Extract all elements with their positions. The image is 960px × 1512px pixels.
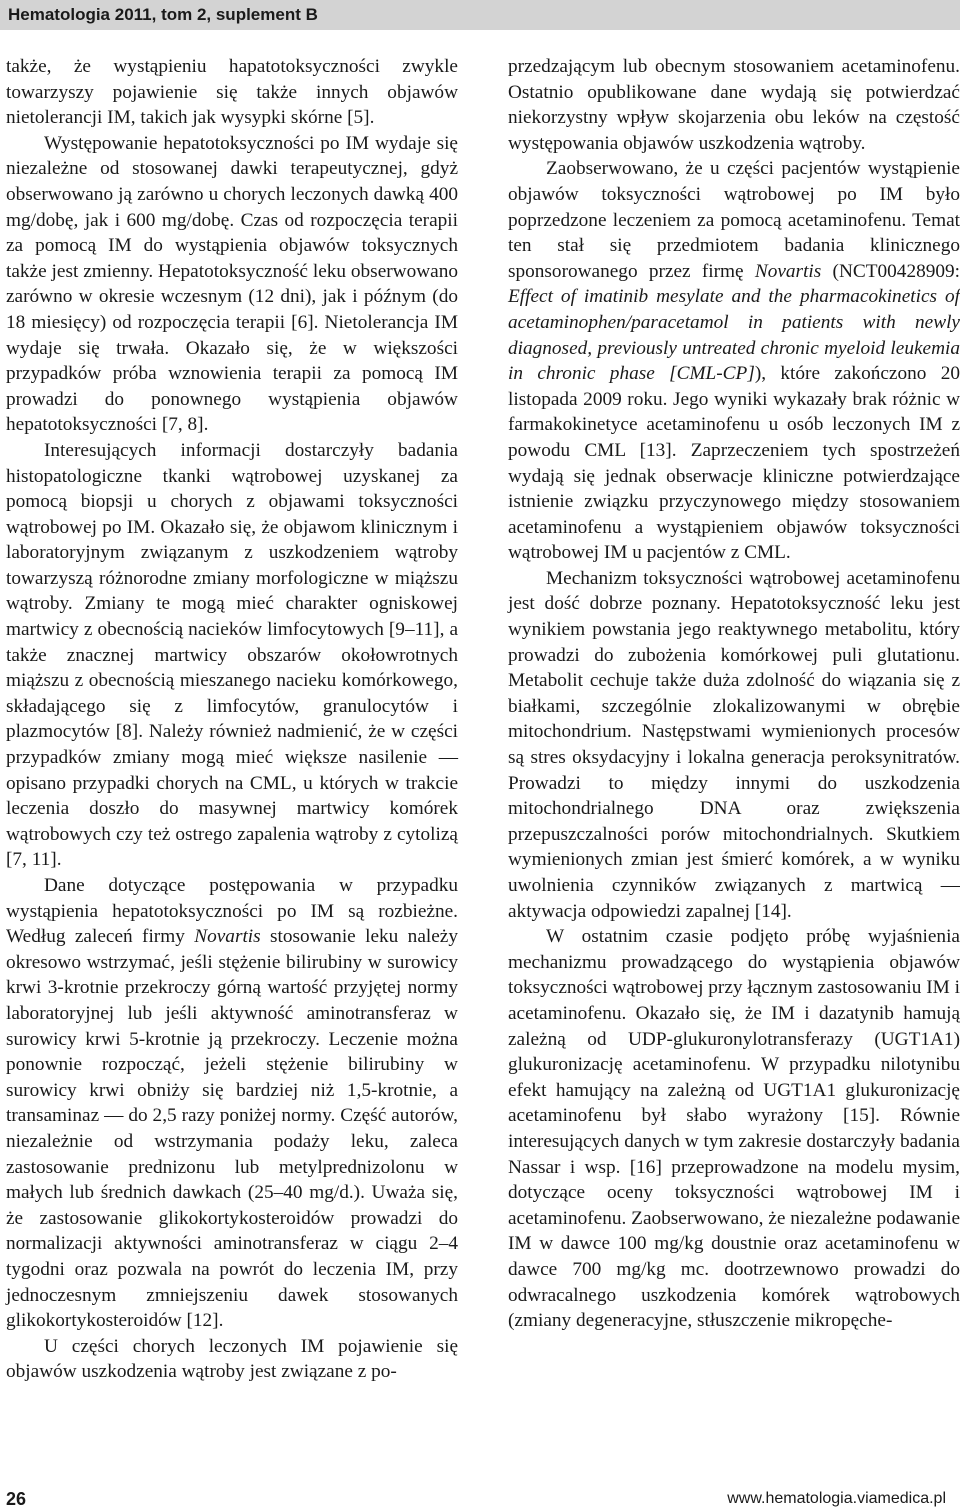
left-column [6, 54, 458, 1385]
paragraph: Mechanizm toksyczności wątrobowej acetaminofenu jest dość dobrze poznany. Hepatotoksyczność leku jest wynikiem powstania jego reaktywnego metabolitu, który prowadzi do zubożenia komórkowej puli glutationu. Metabolit cechuje także duża zdolność do wiązania się z białkami, szczególnie zlokalizowanymi w obrębie mitochondrium. Następstwami wymienionych procesów są stres oksydacyjny i lokalna generacja peroksynitratów. Prowadzi to między innymi do uszkodzenia mitochondrialnego DNA oraz zwiększenia przepuszczalności porów mitochondrialnych. Skutkiem wymienionych zmian jest śmierć komórek, a w wyniku uwolnienia czynników związanych z martwicą — aktywacja odpowiedzi zapalnej [14]. [508, 567, 960, 922]
company-name: Novartis [194, 926, 261, 948]
paragraph: Interesujących informacji dostarczyły badania histopatologiczne tkanki wątrobowej uzyskanej za pomocą biopsji u chorych z objawami toksyczności wątrobowej po IM. Okazało się, że objawom klinicznym i laboratoryjnym związanym z uszkodzeniem wątroby towarzyszą różnorodne zmiany morfologiczne w miąższu wątroby. Zmiany te mogą mieć charakter ogniskowej martwicy z obecnością nacieków limfocytowych [9–11], a także znacznej martwicy obszarów okołowrotnych miąższu z obecnością mieszanego nacieku komórkowego, składającego się z limfocytów, granulocytów i plazmocytów [8]. Należy również nadmienić, że w części przypadków zmiany mogą mieć większe nasilenie — opisano przypadki chorych na CML, u których w trakcie leczenia doszło do masywnej martwicy komórek wątrobowych czy też ostrego zapalenia wątroby z cytolizą [7, 11]. [6, 439, 458, 871]
page-number: 26 [6, 1489, 27, 1509]
paragraph: także, że wystąpieniu hapatotoksyczności zwykle towarzyszy pojawienie się także innych objawów nietolerancji IM, takich jak wysypki skórne [5]. [6, 56, 458, 129]
running-header [0, 0, 960, 30]
running-title: Hematologia 2011, tom 2, suplement B [8, 5, 318, 24]
page-footer [0, 1488, 960, 1512]
company-name: Novartis [754, 260, 822, 282]
paragraph: przedzającym lub obecnym stosowaniem acetaminofenu. Ostatnio opublikowane dane wydają się potwierdzać niekorzystny wpływ skojarzenia obu leków na częstość występowania objawów uszkodzenia wątroby. [508, 56, 960, 154]
paragraph: Zaobserwowano, że u części pacjentów wystąpienie objawów toksyczności wątrobowej po IM było poprzedzone leczeniem za pomocą acetaminofenu. Temat ten stał się przedmiotem badania klinicznego sponsorowanego przez firmę Novartis (NCT00428909: Effect of imatinib mesylate and the pharmacokinetics of acetaminophen/paracetamol in patients with newly diagnosed, previously untreated chronic myeloid leukemia in chronic phase [CML-CP]), które zakończono 20 listopada 2009 roku. Jego wyniki wykazały brak różnic w farmakokinetyce acetaminofenu u osób leczonych IM z powodu CML [13]. Zaprzeczeniem tych spostrzeżeń wydają się jednak obserwacje kliniczne potwierdzające istnienie związku przyczynowego między stosowaniem acetaminofenu a wystąpieniem objawów toksyczności wątrobowej IM u pacjentów z CML. [508, 158, 960, 564]
right-column [508, 54, 960, 1334]
trial-title: Effect of imatinib mesylate and the pharmacokinetics of acetaminophen/paracetamol in patients with newly diagnosed, previously untreated chronic myeloid leukemia in chronic phase [CML-CP] [508, 286, 960, 385]
journal-url[interactable]: www.hematologia.viamedica.pl [727, 1490, 946, 1507]
paragraph: Występowanie hepatotoksyczności po IM wydaje się niezależne od stosowanej dawki terapeutycznej, gdyż obserwowano ją zarówno u chorych leczonych dawką 400 mg/dobę, jak i 600 mg/dobę. Czas od rozpoczęcia terapii za pomocą IM do wystąpienia objawów toksycznych także jest zmienny. Hepatotoksyczność leku obserwowano zarówno w okresie wczesnym (12 dni), jak i późnym (do 18 miesięcy) od rozpoczęcia terapii [6]. Nietolerancja IM wydaje się trwała. Okazało się, że w większości przypadków próba wznowienia terapii za pomocą IM prowadzi do ponownego wystąpienia objawów hepatotoksyczności [7, 8]. [6, 132, 458, 436]
paragraph: W ostatnim czasie podjęto próbę wyjaśnienia mechanizmu prowadzącego do wystąpienia objawów toksyczności wątrobowej przy łącznym zastosowaniu IM i acetaminofenu. Okazało się, że IM i dazatynib hamują zależną od UDP-glukuronylotransferazy (UGT1A1) glukuronizację acetaminofenu. W przypadku nilotynibu efekt hamujący na zależną od UGT1A1 glukuronizację acetaminofenu był słabo wyrażony [15]. Równie interesujących danych w tym zakresie dostarczyły badania Nassar i wsp. [16] przeprowadzone na modelu mysim, dotyczące oceny toksyczności wątrobowej IM i acetaminofenu. Zaobserwowano, że niezależne podawanie IM w dawce 100 mg/kg doustnie oraz acetaminofenu w dawce 700 mg/kg mc. dootrzewnowo prowadzi do odwracalnego uszkodzenia komórek wątrobowych (zmiany degeneracyjne, stłuszczenie mikropęche- [508, 926, 960, 1332]
paragraph: U części chorych leczonych IM pojawienie się objawów uszkodzenia wątroby jest związane z po- [6, 1335, 458, 1383]
paragraph: Dane dotyczące postępowania w przypadku wystąpienia hepatotoksyczności po IM są rozbieżne. Według zaleceń firmy Novartis stosowanie leku należy okresowo wstrzymać, jeśli stężenie bilirubiny w surowicy krwi 3-krotnie przekroczy górną wartość przyjętej normy laboratoryjnej lub jeśli aktywność aminotransferaz w surowicy krwi 5-krotnie ją przekroczy. Leczenie można ponownie rozpocząć, jeżeli stężenie bilirubiny w surowicy krwi obniży się bardziej niż 1,5-krotnie, a transaminaz — do 2,5 razy poniżej normy. Część autorów, niezależnie od wstrzymania podaży leku, zaleca zastosowanie prednizonu lub metylprednizolonu w małych lub średnich dawkach (25–40 mg/d.). Uważa się, że zastosowanie glikokortykosteroidów prowadzi do normalizacji aktywności aminotransferaz w ciągu 2–4 tygodni oraz pozwala na powrót do leczenia IM, przy jednoczesnym zmniejszeniu dawek stosowanych glikokortykosteroidów [12]. [6, 875, 458, 1332]
